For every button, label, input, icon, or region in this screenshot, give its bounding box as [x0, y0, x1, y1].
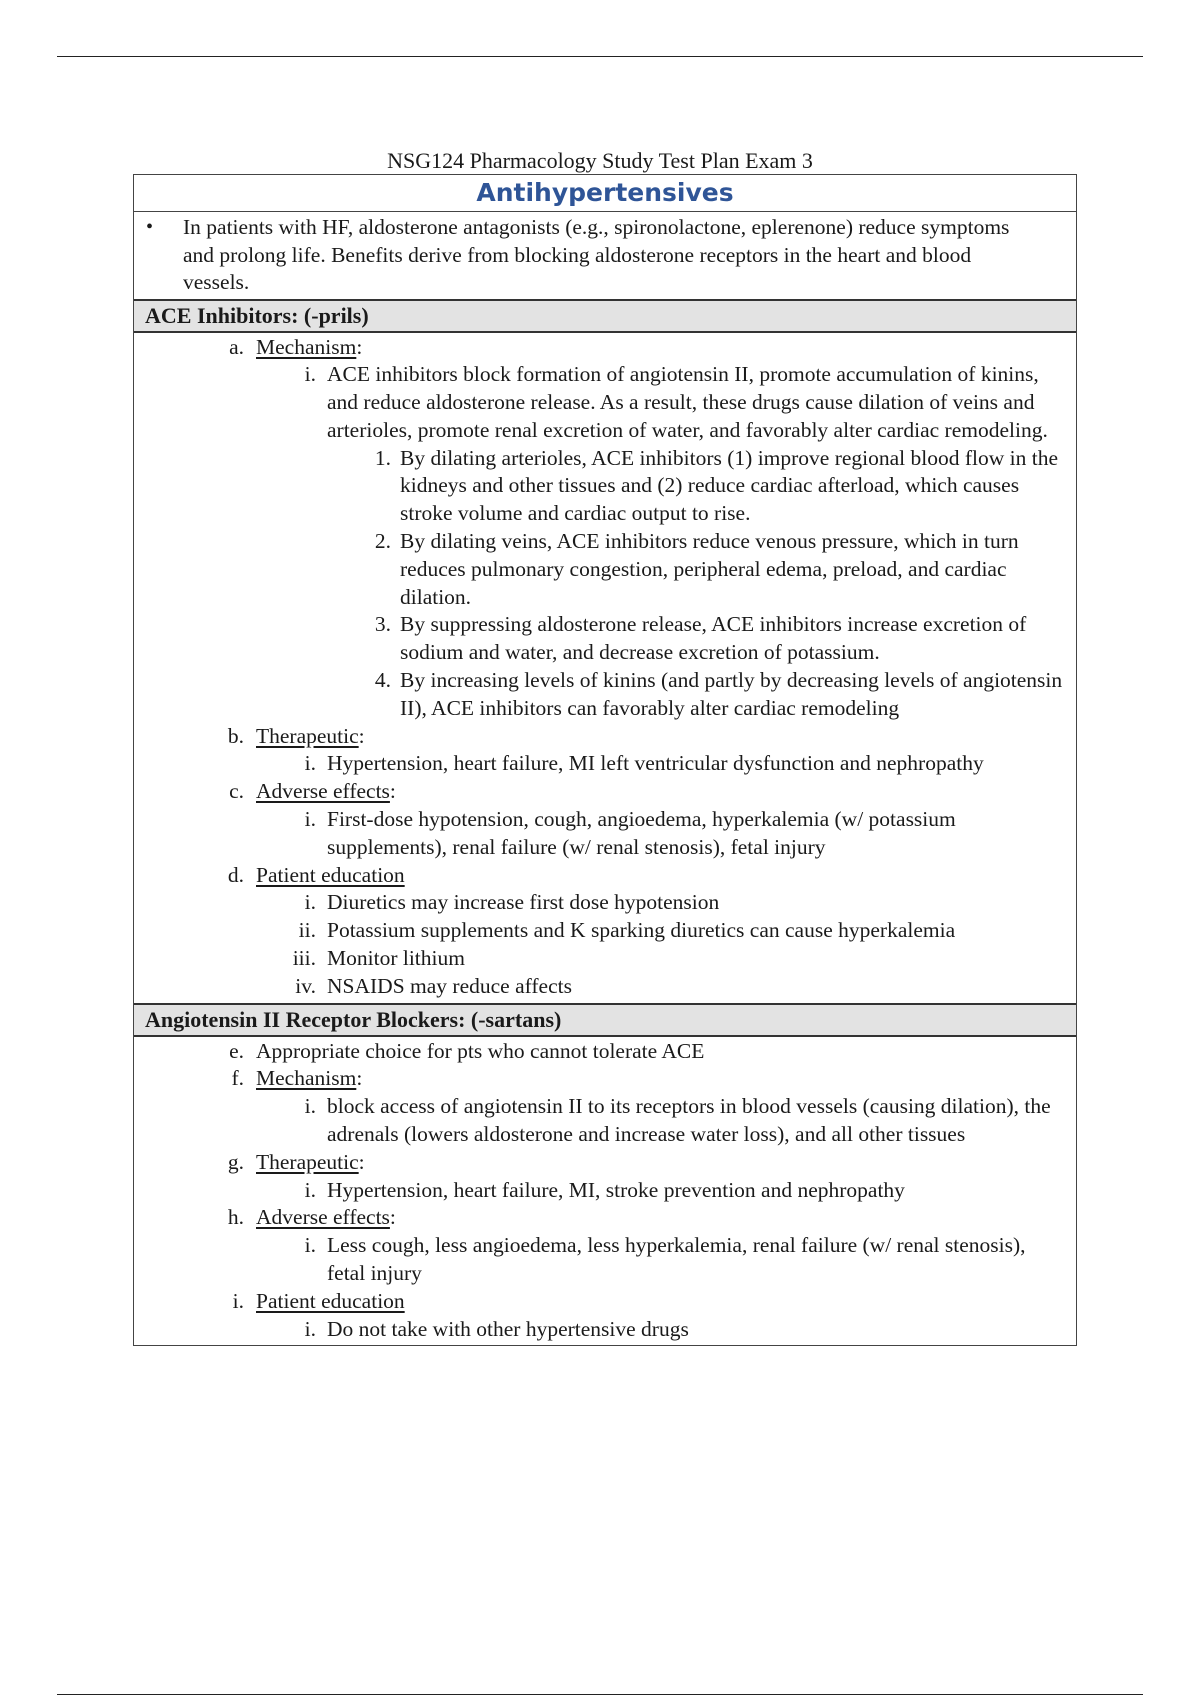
list-item-adverse-effects	[134, 778, 1076, 806]
list-marker: i.	[304, 1233, 316, 1258]
section-heading-ace: ACE Inhibitors: (-prils)	[134, 299, 1076, 333]
list-item-text: First-dose hypotension, cough, angioedema, hyperkalemia (w/ potassium supplements), renal failure (w/ renal stenosis), fetal injury	[327, 807, 956, 859]
colon: :	[356, 334, 363, 359]
list-item-text: Hypertension, heart failure, MI, stroke prevention and nephropathy	[327, 1177, 905, 1202]
subheading-mechanism: Mechanism	[256, 1066, 357, 1091]
header-rule	[57, 56, 1143, 57]
list-item-patient-education	[134, 1288, 1076, 1316]
subheading-adverse-effects: Adverse effects	[256, 779, 390, 804]
list-item	[134, 750, 1076, 778]
list-item	[134, 945, 1076, 973]
numbered-item	[134, 667, 1076, 723]
colon: :	[358, 1149, 365, 1174]
list-marker: i.	[304, 751, 316, 776]
list-item	[134, 1232, 1076, 1288]
list-item	[134, 1177, 1076, 1205]
list-marker: 3.	[374, 612, 391, 637]
numbered-item	[134, 611, 1076, 667]
list-marker: iv.	[295, 973, 316, 998]
list-marker: g.	[227, 1149, 244, 1174]
colon: :	[389, 779, 396, 804]
numbered-item	[134, 445, 1076, 528]
list-item-text: Less cough, less angioedema, less hyperkalemia, renal failure (w/ renal stenosis), fetal injury	[327, 1233, 1026, 1285]
subheading-adverse-effects: Adverse effects	[256, 1205, 390, 1230]
list-item-therapeutic	[134, 1149, 1076, 1177]
subheading-patient-education: Patient education	[256, 1288, 405, 1313]
list-item-mechanism	[134, 1065, 1076, 1093]
list-item-text: By increasing levels of kinins (and partly by decreasing levels of angiotensin II), ACE inhibitors can favorably alter cardiac remodeling	[400, 668, 1063, 720]
list-marker: 1.	[374, 445, 391, 470]
list-marker: i.	[232, 1288, 244, 1313]
list-item-text: Potassium supplements and K sparking diuretics can cause hyperkalemia	[327, 918, 956, 943]
subheading-therapeutic: Therapeutic	[256, 723, 359, 748]
list-item-text: block access of angiotensin II to its receptors in blood vessels (causing dilation), the adrenals (lowers aldosterone and increase water loss), and all other tissues	[327, 1094, 1051, 1147]
colon: :	[356, 1066, 363, 1091]
list-marker: i.	[304, 1177, 316, 1202]
list-marker: c.	[229, 779, 244, 804]
list-marker: d.	[227, 862, 244, 887]
list-marker: h.	[227, 1205, 244, 1230]
list-item	[134, 806, 1076, 862]
colon: :	[358, 723, 365, 748]
section-heading-arb: Angiotensin II Receptor Blockers: (-sartans)	[134, 1003, 1076, 1037]
list-item-adverse-effects	[134, 1204, 1076, 1232]
list-item-mechanism	[134, 334, 1076, 362]
list-marker: 2.	[374, 529, 391, 554]
list-marker: i.	[304, 807, 316, 832]
list-item	[134, 917, 1076, 945]
list-marker: 4.	[374, 668, 391, 693]
list-item-text: By dilating veins, ACE inhibitors reduce venous pressure, which in turn reduces pulmonary congestion, peripheral edema, preload, and cardiac dilation.	[400, 529, 1019, 609]
intro-paragraph	[134, 212, 1076, 299]
subheading-mechanism: Mechanism	[256, 334, 357, 359]
list-marker: f.	[231, 1066, 244, 1091]
list-marker: i.	[304, 890, 316, 915]
section-body-arb	[134, 1037, 1076, 1346]
bullet-marker: •	[146, 216, 154, 238]
list-marker: e.	[229, 1038, 244, 1063]
list-item	[134, 889, 1076, 917]
list-item	[134, 1093, 1076, 1149]
list-marker: iii.	[292, 946, 316, 971]
list-item-therapeutic	[134, 723, 1076, 751]
list-item	[134, 361, 1076, 444]
numbered-item	[134, 528, 1076, 611]
list-item-text: By dilating arterioles, ACE inhibitors (1) improve regional blood flow in the kidneys and other tissues and (2) reduce cardiac afterload, which causes stroke volume and cardiac output to rise.	[400, 445, 1059, 526]
study-table	[133, 174, 1077, 1346]
list-marker: a.	[229, 334, 244, 359]
list-item-text: Diuretics may increase first dose hypotension	[327, 890, 720, 915]
list-marker: i.	[304, 1316, 316, 1341]
subheading-therapeutic: Therapeutic	[256, 1149, 359, 1174]
list-marker: i.	[304, 1094, 316, 1119]
colon: :	[389, 1205, 396, 1230]
list-item-text: Appropriate choice for pts who cannot tolerate ACE	[256, 1038, 705, 1063]
list-marker: ii.	[298, 918, 316, 943]
list-item-text: Hypertension, heart failure, MI left ventricular dysfunction and nephropathy	[327, 751, 984, 776]
list-item	[134, 1316, 1076, 1344]
section-body-ace	[134, 333, 1076, 1003]
list-marker: i.	[304, 362, 316, 387]
list-item-text: NSAIDS may reduce affects	[327, 973, 572, 998]
table-title: Antihypertensives	[134, 175, 1076, 212]
footer-rule	[57, 1694, 1143, 1695]
list-item-text: Do not take with other hypertensive drugs	[327, 1316, 689, 1341]
list-item-patient-education	[134, 862, 1076, 890]
list-item-text: Monitor lithium	[327, 946, 465, 971]
list-item	[134, 973, 1076, 1001]
list-item	[134, 1038, 1076, 1066]
subheading-patient-education: Patient education	[256, 862, 405, 887]
list-item-text: By suppressing aldosterone release, ACE inhibitors increase excretion of sodium and water, and decrease excretion of potassium.	[400, 612, 1027, 665]
list-item-text: ACE inhibitors block formation of angiotensin II, promote accumulation of kinins, and reduce aldosterone release. As a result, these drugs cause dilation of veins and arterioles, promote renal excretion of water, and favorably alter cardiac remodeling.	[327, 362, 1048, 442]
document-title: NSG124 Pharmacology Study Test Plan Exam 3	[387, 148, 813, 173]
list-marker: b.	[227, 723, 244, 748]
intro-text: In patients with HF, aldosterone antagonists (e.g., spironolactone, eplerenone) reduce symptoms and prolong life. Benefits derive from blocking aldosterone receptors in the heart and blood vessels.	[183, 215, 1010, 294]
